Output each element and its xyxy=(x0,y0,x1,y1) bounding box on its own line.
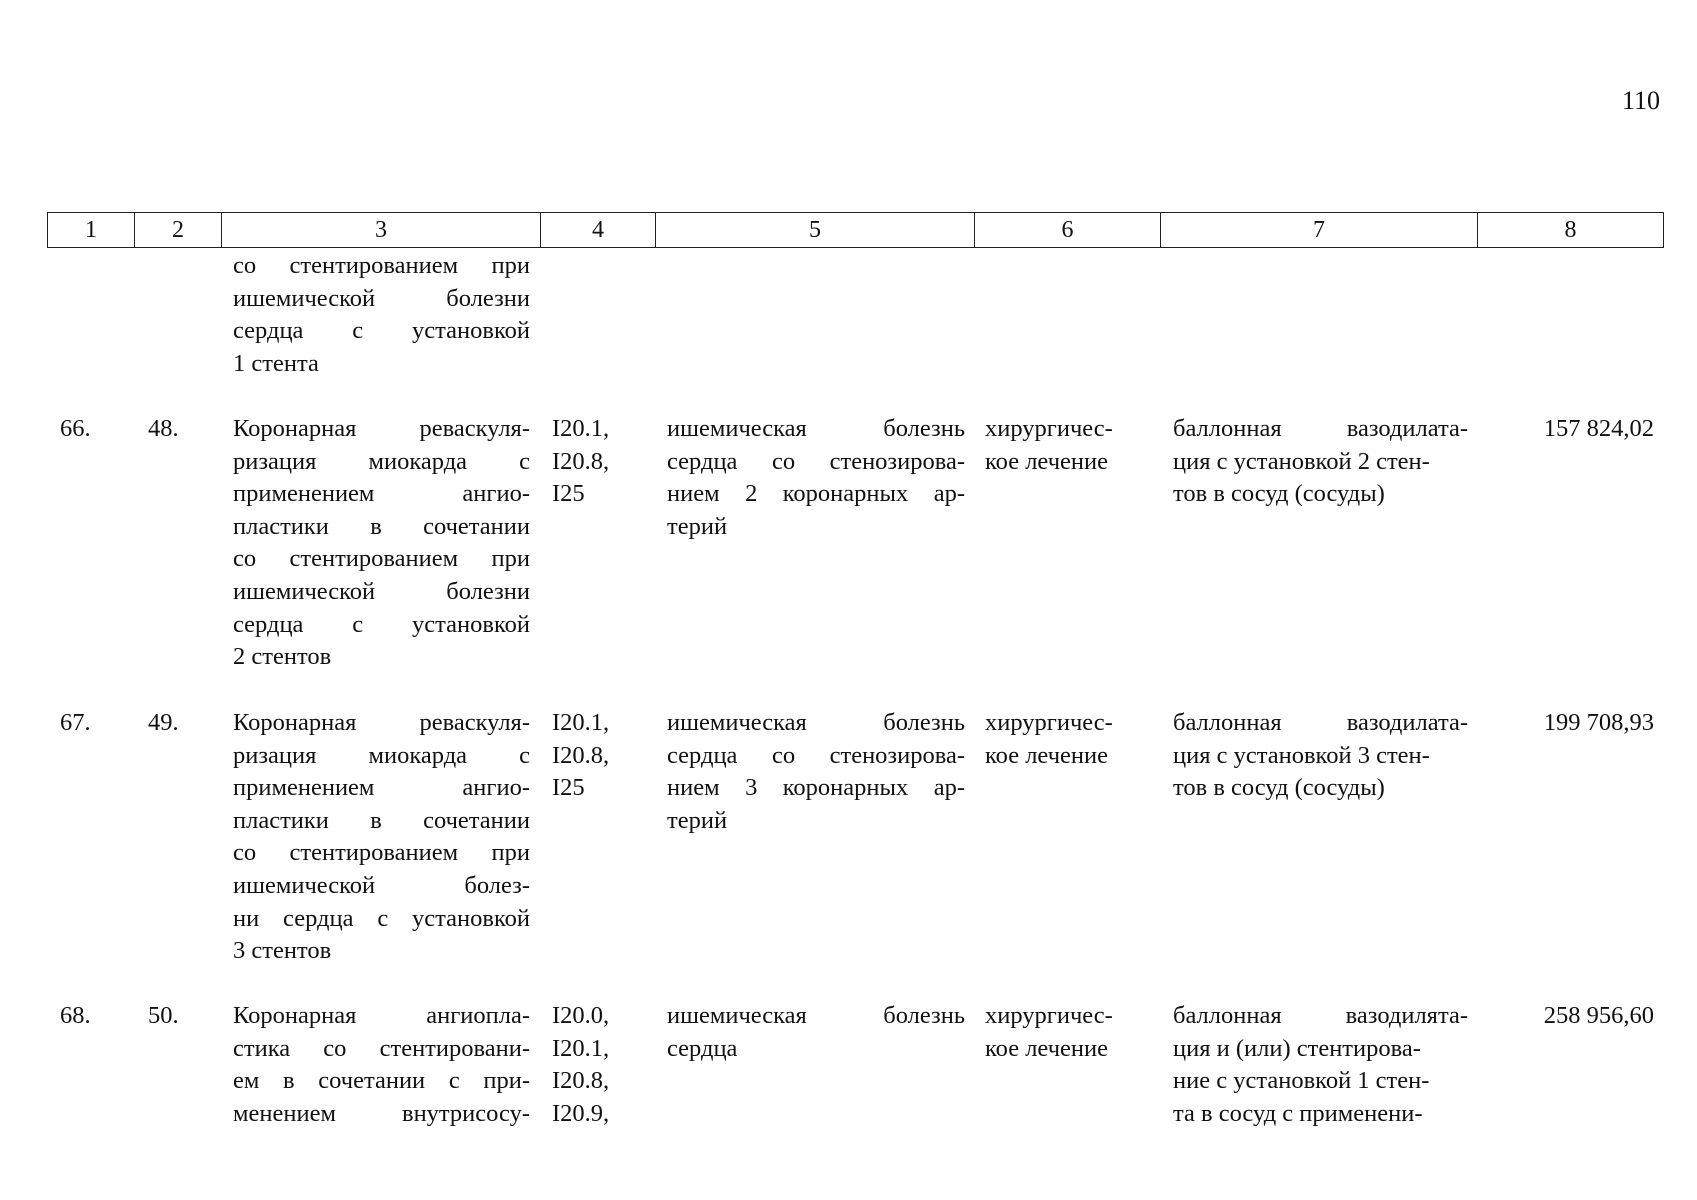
icd-codes-cell xyxy=(552,413,642,511)
model-line: нием 3 коронарных ар- xyxy=(667,774,965,802)
kind-line: кое лечение xyxy=(985,447,1108,475)
method-line: тов в сосуд (сосуды) xyxy=(1173,480,1385,508)
patient-model-cell xyxy=(667,707,965,837)
name-line: ишемической болез- xyxy=(233,871,530,899)
model-line: сердца xyxy=(667,1034,738,1062)
header-cell-3: 3 xyxy=(222,213,541,248)
code-line: I20.1, xyxy=(552,415,610,442)
name-line: пластики в сочетании xyxy=(233,806,530,834)
code-line: I20.1, xyxy=(552,709,610,736)
name-line: ишемической болезни xyxy=(233,284,530,312)
cost-value: 258 956,60 xyxy=(1543,1002,1654,1029)
method-line: ция с установкой 3 стен- xyxy=(1173,741,1430,769)
code-line: I20.8, xyxy=(552,447,610,475)
header-cell-8: 8 xyxy=(1478,213,1664,248)
method-line: баллонная вазодилята- xyxy=(1173,1002,1468,1029)
model-line: ишемическая болезнь xyxy=(667,415,965,442)
model-line: ишемическая болезнь xyxy=(667,709,965,736)
treatment-type-cell xyxy=(985,707,1155,772)
model-line: сердца со стенозирова- xyxy=(667,741,965,769)
treatment-type-cell xyxy=(985,1000,1155,1065)
name-line: 3 стентов xyxy=(233,937,332,965)
row-number: 67. xyxy=(60,709,91,736)
model-line: терий xyxy=(667,806,728,834)
treatment-method-cell xyxy=(1173,707,1468,805)
patient-model-cell xyxy=(667,413,965,543)
code-line: I20.0, xyxy=(552,1002,610,1029)
treatment-method-cell xyxy=(1173,413,1468,511)
method-line: баллонная вазодилата- xyxy=(1173,415,1468,442)
group-number: 50. xyxy=(148,1002,179,1029)
code-line: I20.8, xyxy=(552,1067,610,1095)
method-line: тов в сосуд (сосуды) xyxy=(1173,774,1385,802)
name-line: Коронарная реваскуля- xyxy=(233,415,530,442)
header-cell-1: 1 xyxy=(48,213,135,248)
page-number: 110 xyxy=(1621,86,1660,115)
code-line: I25 xyxy=(552,480,585,508)
column-number-header xyxy=(47,212,1664,248)
kind-line: хирургичес- xyxy=(985,415,1113,442)
method-line: та в сосуд с применени- xyxy=(1173,1099,1423,1127)
procedure-name-cell xyxy=(233,1000,530,1130)
name-line: сердца с установкой xyxy=(233,317,530,345)
name-line: стика со стентировани- xyxy=(233,1034,530,1062)
kind-line: хирургичес- xyxy=(985,1002,1113,1029)
name-line: со стентированием при xyxy=(233,545,530,573)
name-line: 1 стента xyxy=(233,349,319,377)
procedure-name-cell xyxy=(233,707,530,968)
name-line: сердца с установкой xyxy=(233,610,530,638)
patient-model-cell xyxy=(667,1000,965,1065)
model-line: нием 2 коронарных ар- xyxy=(667,480,965,508)
model-line: терий xyxy=(667,512,728,540)
header-cell-4: 4 xyxy=(541,213,656,248)
name-line: применением ангио- xyxy=(233,774,530,802)
name-line: со стентированием при xyxy=(233,839,530,867)
name-line: ни сердца с установкой xyxy=(233,904,530,932)
method-line: баллонная вазодилата- xyxy=(1173,709,1468,736)
code-line: I25 xyxy=(552,774,585,802)
procedure-name-cell xyxy=(233,413,530,674)
continuation-name-cell xyxy=(233,250,530,380)
name-line: ишемической болезни xyxy=(233,577,530,605)
header-cell-2: 2 xyxy=(135,213,222,248)
name-line: применением ангио- xyxy=(233,480,530,508)
cost-value: 199 708,93 xyxy=(1543,709,1654,736)
method-line: ция и (или) стентирова- xyxy=(1173,1034,1421,1062)
code-line: I20.9, xyxy=(552,1099,610,1127)
name-line: со стентированием при xyxy=(233,252,530,279)
model-line: ишемическая болезнь xyxy=(667,1002,965,1029)
method-line: ние с установкой 1 стен- xyxy=(1173,1067,1430,1095)
icd-codes-cell xyxy=(552,1000,642,1130)
row-number: 68. xyxy=(60,1002,91,1029)
header-cell-6: 6 xyxy=(975,213,1161,248)
header-cell-5: 5 xyxy=(656,213,975,248)
kind-line: хирургичес- xyxy=(985,709,1113,736)
name-line: Коронарная реваскуля- xyxy=(233,709,530,736)
icd-codes-cell xyxy=(552,707,642,805)
cost-value: 157 824,02 xyxy=(1543,415,1654,442)
header-row xyxy=(48,213,1664,248)
method-line: ция с установкой 2 стен- xyxy=(1173,447,1430,475)
group-number: 49. xyxy=(148,709,179,736)
treatment-method-cell xyxy=(1173,1000,1468,1130)
name-line: пластики в сочетании xyxy=(233,512,530,540)
code-line: I20.8, xyxy=(552,741,610,769)
name-line: ем в сочетании с при- xyxy=(233,1067,530,1095)
group-number: 48. xyxy=(148,415,179,442)
name-line: менением внутрисосу- xyxy=(233,1099,530,1127)
kind-line: кое лечение xyxy=(985,1034,1108,1062)
model-line: сердца со стенозирова- xyxy=(667,447,965,475)
name-line: ризация миокарда с xyxy=(233,447,530,475)
code-line: I20.1, xyxy=(552,1034,610,1062)
name-line: ризация миокарда с xyxy=(233,741,530,769)
treatment-type-cell xyxy=(985,413,1155,478)
header-cell-7: 7 xyxy=(1161,213,1478,248)
row-number: 66. xyxy=(60,415,91,442)
kind-line: кое лечение xyxy=(985,741,1108,769)
name-line: Коронарная ангиопла- xyxy=(233,1002,530,1029)
name-line: 2 стентов xyxy=(233,643,332,671)
